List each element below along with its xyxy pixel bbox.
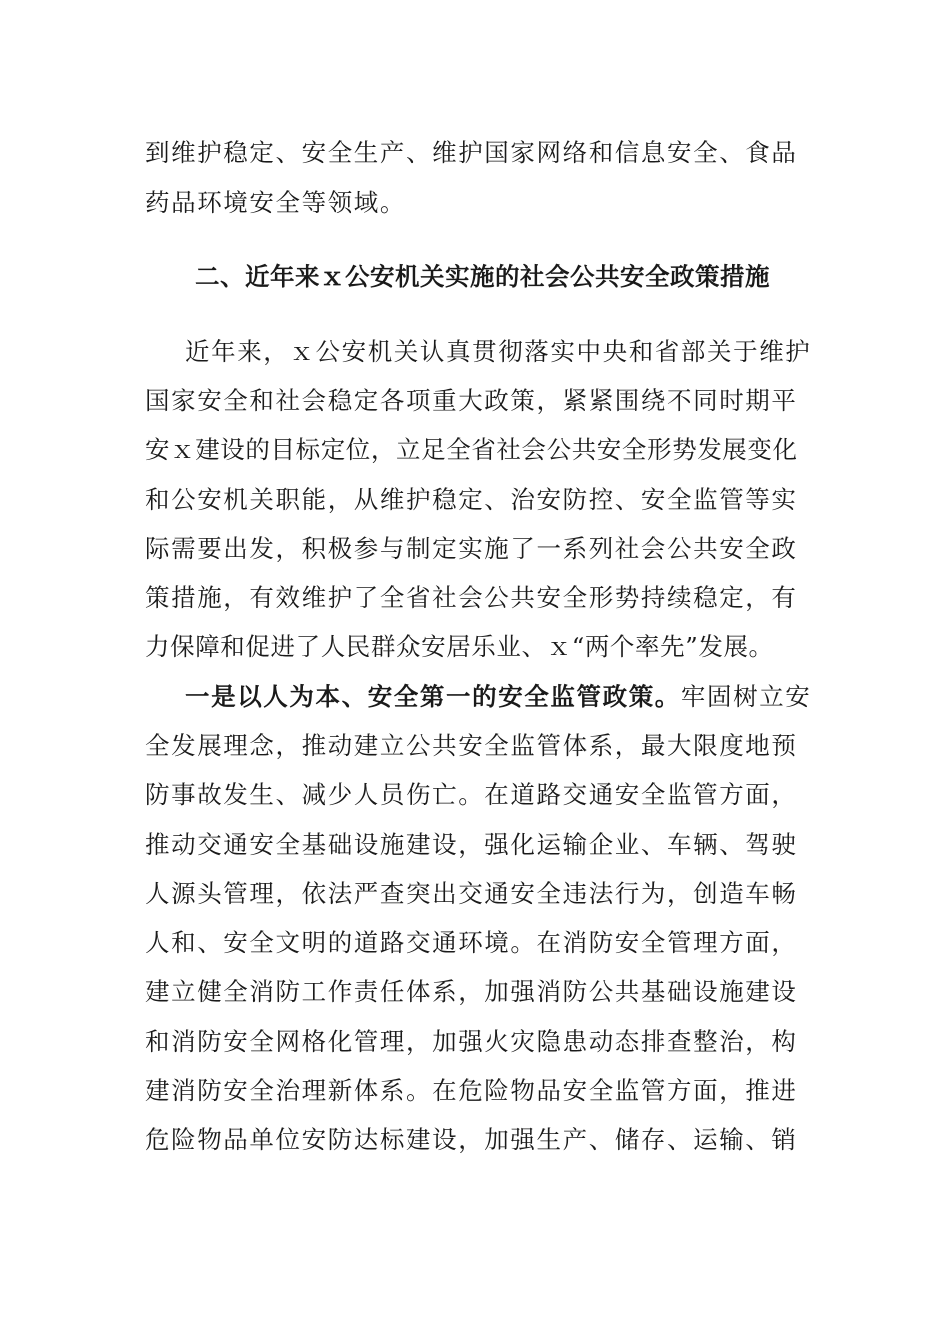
- paragraph-2-line-10: 危险物品单位安防达标建设，加强生产、储存、运输、销: [145, 1125, 798, 1154]
- paragraph-2-line-9: 建消防安全治理新体系。在危险物品安全监管方面，推进: [145, 1076, 798, 1105]
- paragraph-1-line-4: 和公安机关职能，从维护稳定、治安防控、安全监管等实: [145, 485, 798, 514]
- paragraph-2-line-5: 人源头管理，依法严查突出交通安全违法行为，创造车畅: [145, 879, 798, 908]
- paragraph-1-line-7: 力保障和促进了人民群众安居乐业、ｘ“两个率先”发展。: [145, 632, 774, 661]
- paragraph-1-line-5: 际需要出发，积极参与制定实施了一系列社会公共安全政: [145, 534, 798, 563]
- paragraph-1-line-2: 国家安全和社会稳定各项重大政策，紧紧围绕不同时期平: [145, 386, 798, 415]
- paragraph-2-lead-rest: 牢固树立安: [680, 682, 812, 711]
- paragraph-1-line-1: 近年来，ｘ公安机关认真贯彻落实中央和省部关于维护: [185, 337, 812, 366]
- continuation-line-1: 到维护稳定、安全生产、维护国家网络和信息安全、食品: [145, 138, 798, 167]
- paragraph-2-line-7: 建立健全消防工作责任体系，加强消防公共基础设施建设: [145, 977, 798, 1006]
- section-heading: 二、近年来ｘ公安机关实施的社会公共安全政策措施: [195, 262, 770, 291]
- paragraph-2-line-2: 全发展理念，推动建立公共安全监管体系，最大限度地预: [145, 731, 798, 760]
- paragraph-1-line-3: 安ｘ建设的目标定位，立足全省社会公共安全形势发展变化: [145, 435, 798, 464]
- paragraph-2-line-1: [185, 682, 825, 712]
- paragraph-2-lead-bold: 一是以人为本、安全第一的安全监管政策。: [185, 682, 681, 711]
- paragraph-1-line-6: 策措施，有效维护了全省社会公共安全形势持续稳定，有: [145, 583, 798, 612]
- paragraph-2-line-4: 推动交通安全基础设施建设，强化运输企业、车辆、驾驶: [145, 830, 798, 859]
- paragraph-2-line-6: 人和、安全文明的道路交通环境。在消防安全管理方面，: [145, 928, 798, 957]
- continuation-line-2: 药品环境安全等领域。: [145, 188, 406, 217]
- paragraph-2-line-3: 防事故发生、减少人员伤亡。在道路交通安全监管方面，: [145, 780, 798, 809]
- paragraph-2-line-8: 和消防安全网格化管理，加强火灾隐患动态排查整治，构: [145, 1027, 798, 1056]
